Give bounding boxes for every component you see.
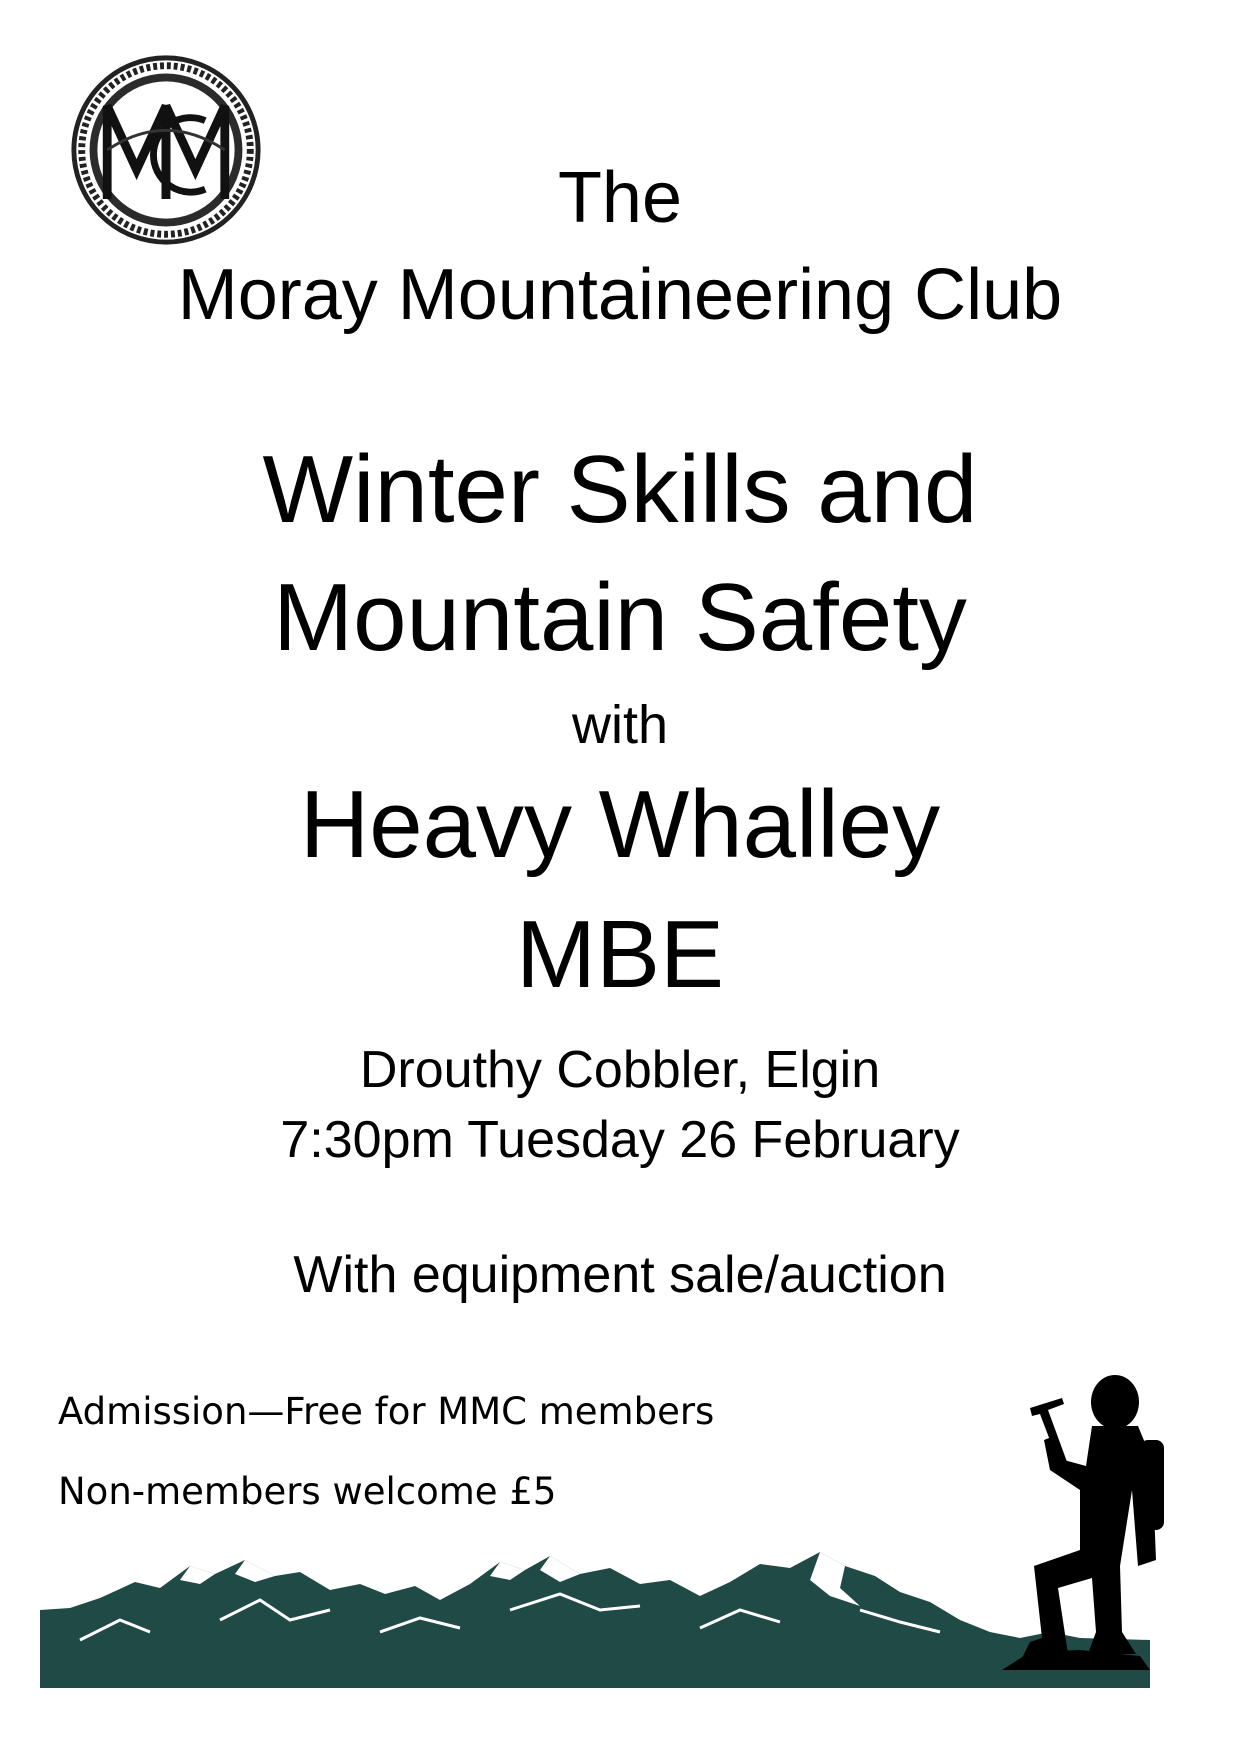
speaker-honour: MBE xyxy=(515,901,725,1008)
admission-members: Admission—Free for MMC members xyxy=(58,1390,715,1433)
speaker-name: Heavy Whalley xyxy=(299,771,941,878)
mountain-scene xyxy=(40,1370,1180,1690)
mountain-range-icon xyxy=(40,1552,1150,1688)
with-label: with xyxy=(571,695,669,755)
event-datetime: 7:30pm Tuesday 26 February xyxy=(280,1111,960,1169)
admission-non-members: Non-members welcome £5 xyxy=(58,1470,557,1513)
event-title-line-2: Mountain Safety xyxy=(273,564,967,671)
ice-axe-climber-icon xyxy=(1002,1375,1164,1670)
club-name: Moray Mountaineering Club xyxy=(177,255,1063,335)
header-line-1: The xyxy=(557,158,683,238)
event-title-line-1: Winter Skills and xyxy=(262,436,978,543)
event-venue: Drouthy Cobbler, Elgin xyxy=(359,1041,881,1099)
event-extra: With equipment sale/auction xyxy=(293,1246,947,1304)
